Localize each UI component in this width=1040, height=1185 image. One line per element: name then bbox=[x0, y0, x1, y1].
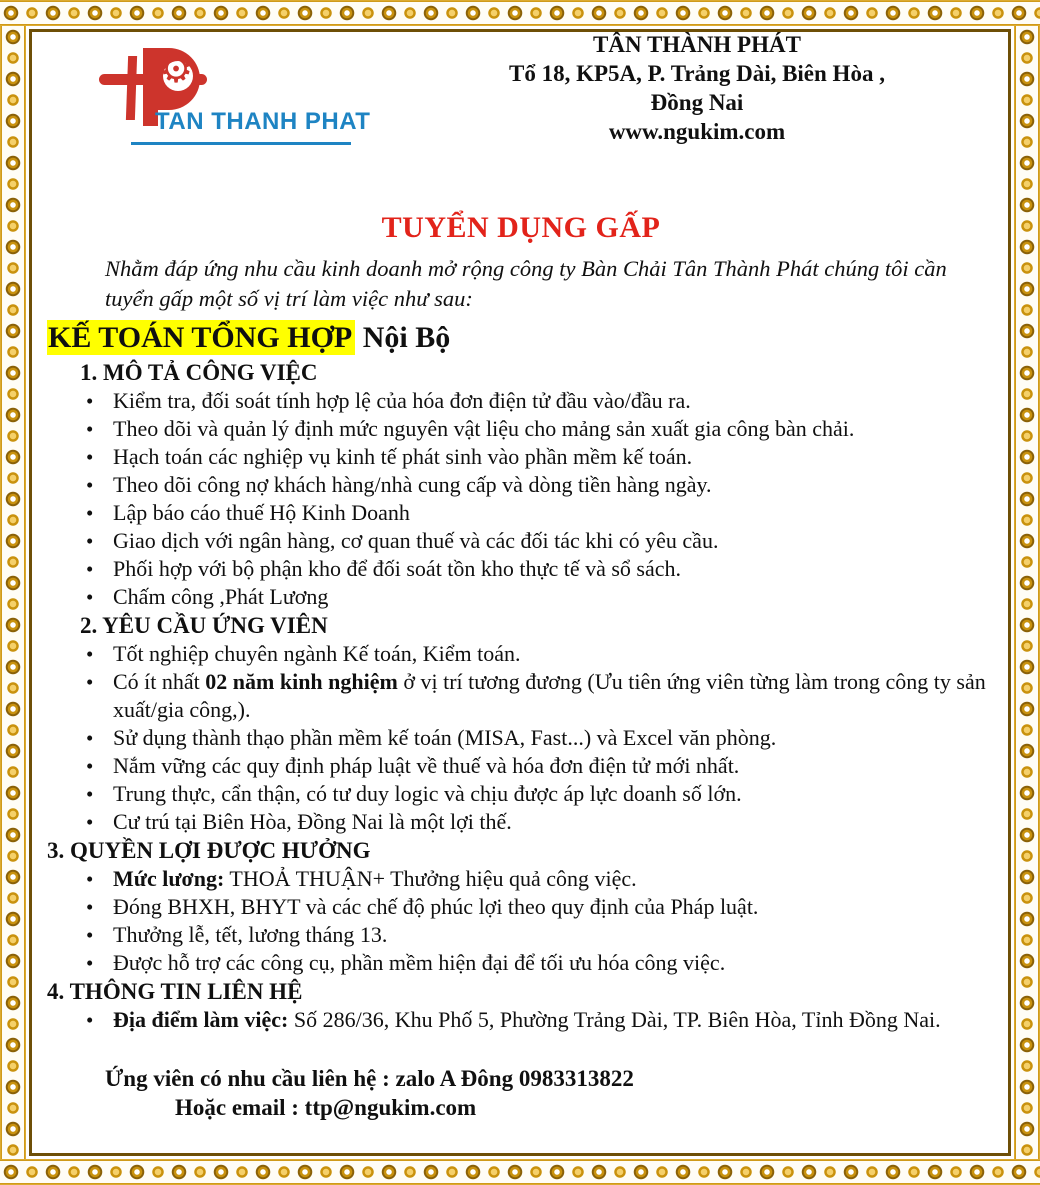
bullet-item bbox=[113, 1006, 995, 1034]
bullet-text: Cư trú tại Biên Hòa, Đồng Nai là một lợi thế. bbox=[113, 809, 512, 834]
position-highlight: KẾ TOÁN TỔNG HỢP bbox=[47, 320, 355, 355]
bullet-item bbox=[113, 499, 995, 527]
bullet-text: Số 286/36, Khu Phố 5, Phường Trảng Dài, TP. Biên Hòa, Tỉnh Đồng Nai. bbox=[288, 1007, 941, 1032]
ornamental-border-right bbox=[1014, 26, 1040, 1159]
page-title: TUYỂN DỤNG GẤP bbox=[381, 211, 661, 244]
company-address-line2: Đồng Nai bbox=[650, 90, 744, 115]
bullet-text-bold: 02 năm kinh nghiệm bbox=[205, 669, 398, 694]
company-name: TÂN THÀNH PHÁT bbox=[593, 32, 801, 57]
bullet-item bbox=[113, 640, 995, 668]
bullet-text: Có ít nhất bbox=[113, 669, 206, 694]
bullet-item bbox=[113, 583, 995, 611]
bullet-item bbox=[113, 668, 995, 724]
bullet-list bbox=[113, 387, 995, 611]
section-header: 3. QUYỀN LỢI ĐƯỢC HƯỞNG bbox=[47, 838, 371, 863]
bullet-list bbox=[113, 865, 995, 977]
logo-bar bbox=[126, 56, 137, 120]
contact-block bbox=[47, 1064, 995, 1122]
bullet-text-bold: Địa điểm làm việc: bbox=[113, 1007, 289, 1032]
bullet-text: Lập báo cáo thuế Hộ Kinh Doanh bbox=[113, 500, 410, 525]
bullet-text: Theo dõi công nợ khách hàng/nhà cung cấp và dòng tiền hàng ngày. bbox=[113, 472, 712, 497]
company-logo bbox=[113, 44, 423, 166]
section-header: 2. YÊU CẦU ỨNG VIÊN bbox=[80, 613, 328, 638]
logo-brand-text: TAN THANH PHAT bbox=[155, 108, 371, 135]
bullet-list bbox=[113, 1006, 995, 1034]
ornamental-border-top bbox=[0, 0, 1040, 26]
bullet-text: ở vị trí tương đương (Ưu tiên ứng viên từng làm trong công ty sản xuất/gia công,). bbox=[113, 669, 986, 722]
bullet-item bbox=[113, 949, 995, 977]
bullet-list bbox=[113, 640, 995, 836]
bullet-item bbox=[113, 527, 995, 555]
section-header: 4. THÔNG TIN LIÊN HỆ bbox=[47, 979, 303, 1004]
bullet-item bbox=[113, 443, 995, 471]
ornamental-border-bottom bbox=[0, 1159, 1040, 1185]
contact-line-email: Hoặc email : ttp@ngukim.com bbox=[175, 1095, 477, 1120]
bullet-text-bold: Mức lương: bbox=[113, 866, 225, 891]
bullet-item bbox=[113, 865, 995, 893]
company-website: www.ngukim.com bbox=[608, 119, 786, 144]
bullet-item bbox=[113, 415, 995, 443]
bullet-text: Thưởng lễ, tết, lương tháng 13. bbox=[113, 922, 388, 947]
position-heading bbox=[47, 318, 995, 358]
section bbox=[47, 836, 995, 977]
bullet-item bbox=[113, 921, 995, 949]
bullet-item bbox=[113, 893, 995, 921]
contact-line-zalo: Ứng viên có nhu cầu liên hệ : zalo A Đông 0983313822 bbox=[105, 1066, 634, 1091]
flyer-content bbox=[47, 34, 995, 1155]
bullet-item bbox=[113, 808, 995, 836]
bullet-text: Theo dõi và quản lý định mức nguyên vật liệu cho mảng sản xuất gia công bàn chải. bbox=[113, 416, 855, 441]
ornamental-border-left bbox=[0, 26, 26, 1159]
bullet-text: Được hỗ trợ các công cụ, phần mềm hiện đại để tối ưu hóa công việc. bbox=[113, 950, 726, 975]
bullet-text: Nắm vững các quy định pháp luật về thuế và hóa đơn điện tử mới nhất. bbox=[113, 753, 740, 778]
bullet-item bbox=[113, 752, 995, 780]
logo-underline bbox=[131, 142, 351, 145]
bullet-text: Giao dịch với ngân hàng, cơ quan thuế và các đối tác khi có yêu cầu. bbox=[113, 528, 719, 553]
bullet-text: Đóng BHXH, BHYT và các chế độ phúc lợi theo quy định của Pháp luật. bbox=[113, 894, 759, 919]
company-address-line1: Tổ 18, KP5A, P. Trảng Dài, Biên Hòa , bbox=[509, 61, 885, 86]
company-info bbox=[467, 30, 927, 146]
sections bbox=[47, 358, 995, 1034]
section bbox=[47, 977, 995, 1034]
gear-icon: ⚙ bbox=[159, 47, 194, 91]
bullet-text: Hạch toán các nghiệp vụ kinh tế phát sinh vào phần mềm kế toán. bbox=[113, 444, 693, 469]
section bbox=[80, 611, 995, 836]
section bbox=[80, 358, 995, 611]
header bbox=[47, 34, 995, 166]
bullet-item bbox=[113, 471, 995, 499]
bullet-item bbox=[113, 780, 995, 808]
section-header: 1. MÔ TẢ CÔNG VIỆC bbox=[80, 360, 318, 385]
bullet-text: Sử dụng thành thạo phần mềm kế toán (MISA, Fast...) và Excel văn phòng. bbox=[113, 725, 777, 750]
bullet-item bbox=[113, 387, 995, 415]
bullet-item bbox=[113, 724, 995, 752]
bullet-text: Kiểm tra, đối soát tính hợp lệ của hóa đơn điện tử đầu vào/đầu ra. bbox=[113, 388, 691, 413]
bullet-text: Phối hợp với bộ phận kho để đối soát tồn kho thực tế và sổ sách. bbox=[113, 556, 682, 581]
bullet-text: THOẢ THUẬN+ Thưởng hiệu quả công việc. bbox=[224, 866, 637, 891]
bullet-text: Trung thực, cẩn thận, có tư duy logic và chịu được áp lực doanh số lớn. bbox=[113, 781, 742, 806]
position-suffix: Nội Bộ bbox=[355, 321, 451, 354]
bullet-text: Tốt nghiệp chuyên ngành Kế toán, Kiểm toán. bbox=[113, 641, 521, 666]
bullet-text: Chấm công ,Phát Lương bbox=[113, 584, 329, 609]
bullet-item bbox=[113, 555, 995, 583]
intro-paragraph: Nhằm đáp ứng nhu cầu kinh doanh mở rộng công ty Bàn Chải Tân Thành Phát chúng tôi cần tuyển gấp một số vị trí làm việc như sau: bbox=[105, 256, 947, 311]
